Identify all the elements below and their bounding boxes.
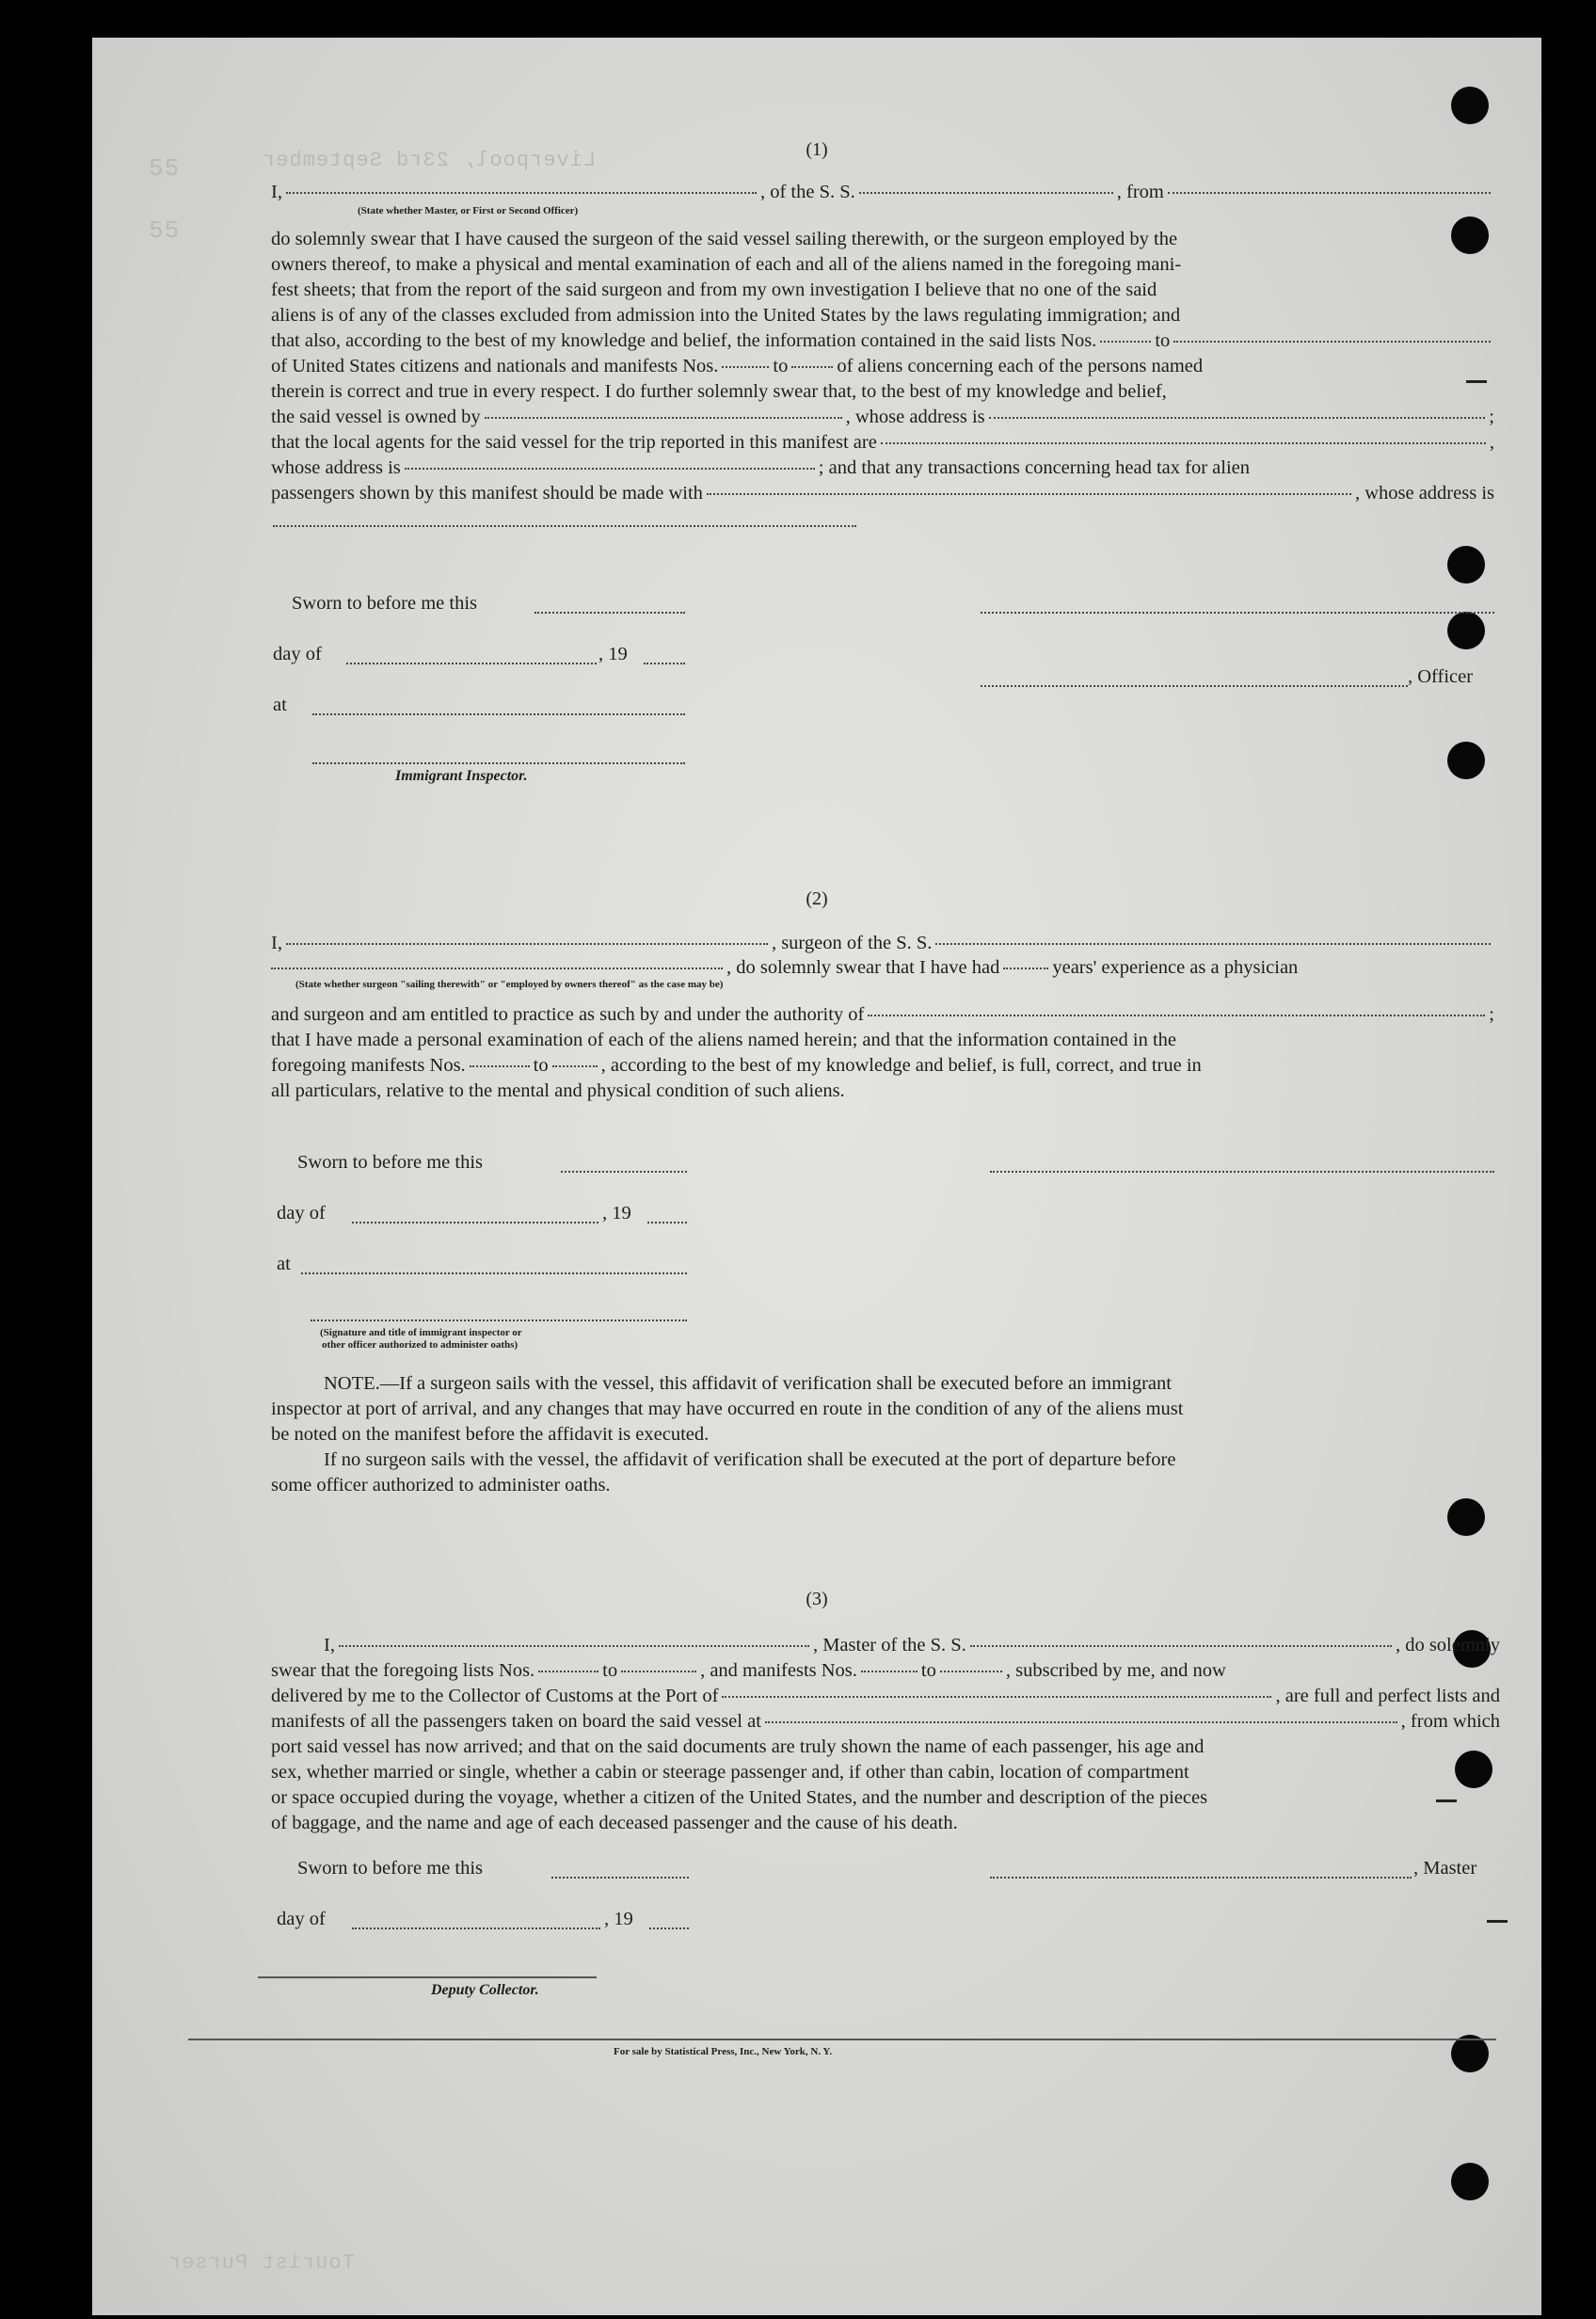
s2-line-2-note: (State whether surgeon "sailing therewith" or "employed by owners thereof" as the case may be)	[295, 979, 724, 990]
s1-at-label: at	[273, 695, 287, 715]
s2-sig-note-2: other officer authorized to administer oaths)	[322, 1339, 519, 1351]
s1-line-1-note: (State whether Master, or First or Second Officer)	[358, 205, 579, 216]
s1-signature-blank	[981, 612, 1494, 614]
punch-hole	[1447, 612, 1485, 649]
s1-line-1: I, , of the S. S. , from	[271, 181, 1494, 204]
s3-sworn-blank	[551, 1877, 689, 1879]
s2-at-label: at	[277, 1254, 291, 1274]
s2-note-line: some officer authorized to administer oaths.	[271, 1475, 611, 1495]
s3-day-label: day of	[277, 1909, 326, 1929]
s3-body-line: of baggage, and the name and age of each deceased passenger and the cause of his death.	[271, 1813, 958, 1833]
s2-year-label: , 19	[602, 1203, 631, 1223]
s1-at-blank	[312, 713, 685, 715]
s2-note-line: If no surgeon sails with the vessel, the affidavit of verification shall be executed at the port of departure before	[324, 1449, 1176, 1470]
scanned-form-page	[92, 38, 1541, 2315]
s2-sworn-label: Sworn to before me this	[297, 1152, 483, 1173]
s2-sworn-blank	[561, 1171, 687, 1173]
s2-personal-line: that I have made a personal examination of each of the aliens named herein; and that the information contained in the	[271, 1030, 1176, 1050]
s1-year-label: , 19	[598, 644, 628, 664]
s3-line-2: swear that the foregoing lists Nos. to , and manifests Nos. to , subscribed by me, and now	[271, 1660, 1226, 1681]
section-3-number: (3)	[806, 1589, 828, 1609]
s3-line-4: manifests of all the passengers taken on board the said vessel at , from which	[271, 1711, 1500, 1732]
s3-master-blank	[990, 1877, 1412, 1879]
s1-day-blank	[346, 663, 597, 664]
s3-line-3: delivered by me to the Collector of Customs at the Port of , are full and perfect lists and	[271, 1686, 1500, 1706]
s2-note-line: inspector at port of arrival, and any changes that may have occurred en route in the condition of any of the aliens must	[271, 1399, 1184, 1419]
s3-sworn-label: Sworn to before me this	[297, 1858, 483, 1879]
footer-rule	[188, 2039, 1496, 2040]
s1-sworn-label: Sworn to before me this	[292, 593, 477, 614]
punch-hole	[1447, 546, 1485, 584]
s1-sworn-blank	[535, 612, 685, 614]
s1-para-line: that also, according to the best of my knowledge and belief, the information contained in the said lists Nos. to	[271, 329, 1494, 353]
s1-therein-line: therein is correct and true in every respect. I do further solemnly swear that, to the best of my knowledge and belief,	[271, 381, 1167, 402]
punch-hole	[1447, 742, 1485, 779]
s1-inspector-blank	[312, 762, 685, 764]
punch-hole	[1451, 87, 1489, 124]
punch-hole	[1447, 1498, 1485, 1536]
s3-year-blank	[649, 1927, 689, 1929]
s1-citizens-line: of United States citizens and nationals and manifests Nos. to of aliens concerning each of the persons named	[271, 356, 1204, 376]
s1-inspector-label: Immigrant Inspector.	[395, 768, 528, 784]
section-2-number: (2)	[806, 888, 828, 909]
s2-authority-line: and surgeon and am entitled to practice as such by and under the authority of ;	[271, 1004, 1494, 1025]
s3-year-label: , 19	[604, 1909, 633, 1929]
s2-line-1: I, , surgeon of the S. S.	[271, 932, 1494, 955]
s2-note-line: be noted on the manifest before the affidavit is executed.	[271, 1424, 710, 1445]
s1-year-blank	[644, 663, 685, 664]
s1-officer-label: , Officer	[1408, 666, 1474, 687]
s1-agents-line: that the local agents for the said vessel for the trip reported in this manifest are ,	[271, 432, 1494, 453]
s3-body-line: port said vessel has now arrived; and that on the said documents are truly shown the name of each passenger, his age and	[271, 1736, 1205, 1757]
s2-signature-blank	[990, 1171, 1494, 1173]
s1-passengers-line: passengers shown by this manifest should be made with , whose address is	[271, 483, 1494, 504]
s1-para-line: fest sheets; that from the report of the said surgeon and from my own investigation I believe that no one of the said	[271, 280, 1157, 300]
s2-particulars-line: all particulars, relative to the mental and physical condition of such aliens.	[271, 1080, 845, 1101]
s2-day-label: day of	[277, 1203, 326, 1223]
s1-para-line: aliens is of any of the classes excluded from admission into the United States by the laws regulating immigration; and	[271, 305, 1181, 326]
s1-owned-line: the said vessel is owned by , whose address is ;	[271, 407, 1494, 427]
scan-mark	[1487, 1920, 1508, 1923]
punch-hole	[1451, 2035, 1489, 2072]
s2-sig-note-1: (Signature and title of immigrant inspector or	[320, 1327, 522, 1338]
bleed-through-year: 55	[149, 154, 181, 183]
s1-address-blank	[273, 525, 856, 527]
s2-day-blank	[352, 1222, 598, 1223]
s1-whose-line: whose address is ; and that any transactions concerning head tax for alien	[271, 457, 1251, 478]
s3-master-label: , Master	[1413, 1858, 1477, 1879]
s1-day-label: day of	[273, 644, 322, 664]
s2-line-2: , do solemnly swear that I have had years' experience as a physician	[271, 956, 1494, 980]
s3-body-line: or space occupied during the voyage, whether a citizen of the United States, and the number and description of the pieces	[271, 1787, 1208, 1808]
s2-note-line: NOTE.—If a surgeon sails with the vessel, this affidavit of verification shall be executed before an immigrant	[324, 1373, 1172, 1394]
s1-para-line: do solemnly swear that I have caused the surgeon of the said vessel sailing therewith, or the surgeon employed by the	[271, 229, 1178, 249]
s2-at-blank	[301, 1272, 687, 1274]
s3-line-1: I, , Master of the S. S. , do solemnly	[324, 1635, 1500, 1655]
bleed-through-year: 55	[149, 216, 181, 245]
section-1-number: (1)	[806, 139, 828, 160]
s3-body-line: sex, whether married or single, whether a cabin or steerage passenger and, if other than cabin, location of compartment	[271, 1762, 1189, 1783]
s2-foregoing-line: foregoing manifests Nos. to , according to the best of my knowledge and belief, is full, correct, and true in	[271, 1055, 1202, 1076]
s1-para-line: owners thereof, to make a physical and mental examination of each and all of the aliens named in the foregoing mani-	[271, 254, 1182, 275]
s3-deputy-label: Deputy Collector.	[431, 1982, 539, 1998]
s2-sig-blank	[311, 1319, 687, 1321]
bleed-through-route: Liverpool, 23rd September	[262, 149, 597, 172]
s3-deputy-blank	[258, 1976, 597, 1978]
s2-year-blank	[647, 1222, 687, 1223]
printer-imprint: For sale by Statistical Press, Inc., New York, N. Y.	[614, 2046, 833, 2057]
bleed-through-stamp: Tourist Purser	[168, 2251, 355, 2275]
s1-officer-blank	[981, 685, 1408, 687]
s3-day-blank	[352, 1927, 600, 1929]
punch-hole	[1451, 2163, 1489, 2200]
